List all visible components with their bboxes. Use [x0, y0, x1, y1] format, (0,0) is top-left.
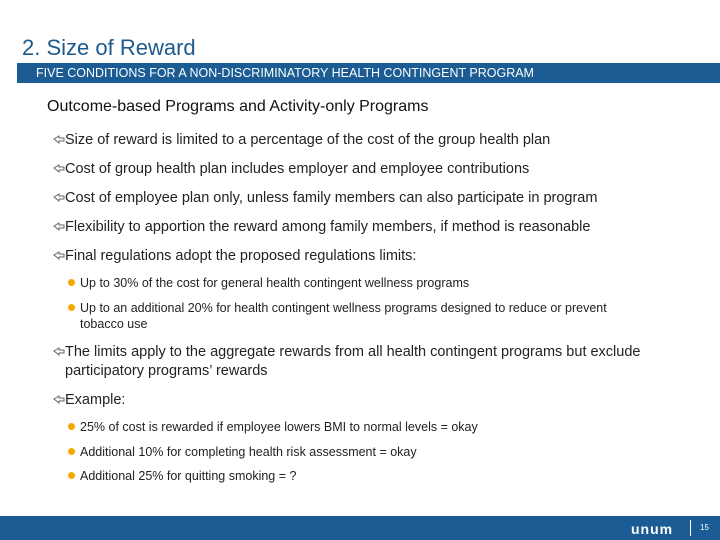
arrow-bullet-icon: [53, 162, 65, 176]
sub-bullet-text: Up to 30% of the cost for general health contingent wellness programs: [80, 276, 470, 290]
dot-bullet-icon: [68, 448, 75, 455]
arrow-bullet-icon: [53, 393, 65, 407]
footer-bar: [0, 516, 720, 540]
bullet-text: Flexibility to apportion the reward among family members, if method is reasonable: [65, 219, 591, 235]
dot-bullet-icon: [68, 304, 75, 311]
arrow-bullet-icon: [53, 191, 65, 205]
subtitle-bar: FIVE CONDITIONS FOR A NON-DISCRIMINATORY HEALTH CONTINGENT PROGRAM: [17, 63, 720, 83]
bullet-text: Size of reward is limited to a percentage of the cost of the group health plan: [65, 132, 551, 148]
arrow-bullet-icon: [53, 133, 65, 147]
bullet-text: Example:: [65, 392, 126, 408]
bullet-text: Final regulations adopt the proposed regulations limits:: [65, 248, 417, 264]
sub-bullet-text: Additional 25% for quitting smoking = ?: [80, 469, 297, 483]
arrow-bullet-icon: [53, 345, 65, 359]
unum-logo: unum: [631, 521, 674, 537]
arrow-bullet-icon: [53, 220, 65, 234]
sub-bullet-text: Up to an additional 20% for health contingent wellness programs designed to reduce or prevent tobacco use: [80, 301, 607, 331]
bullet-text: The limits apply to the aggregate rewards from all health contingent programs but exclude participatory programs’ rewards: [65, 344, 641, 379]
dot-bullet-icon: [68, 279, 75, 286]
dot-bullet-icon: [68, 423, 75, 430]
footer-divider: [690, 520, 691, 536]
bullet-text: Cost of group health plan includes employer and employee contributions: [65, 161, 530, 177]
section-heading: Outcome-based Programs and Activity-only Programs: [47, 98, 429, 115]
sub-bullet-text: Additional 10% for completing health risk assessment = okay: [80, 445, 417, 459]
page-number: 15: [700, 523, 709, 532]
bullet-text: Cost of employee plan only, unless family members can also participate in program: [65, 190, 598, 206]
sub-bullet-text: 25% of cost is rewarded if employee lowers BMI to normal levels = okay: [80, 420, 478, 434]
dot-bullet-icon: [68, 472, 75, 479]
arrow-bullet-icon: [53, 249, 65, 263]
slide-title: 2. Size of Reward: [22, 35, 196, 60]
